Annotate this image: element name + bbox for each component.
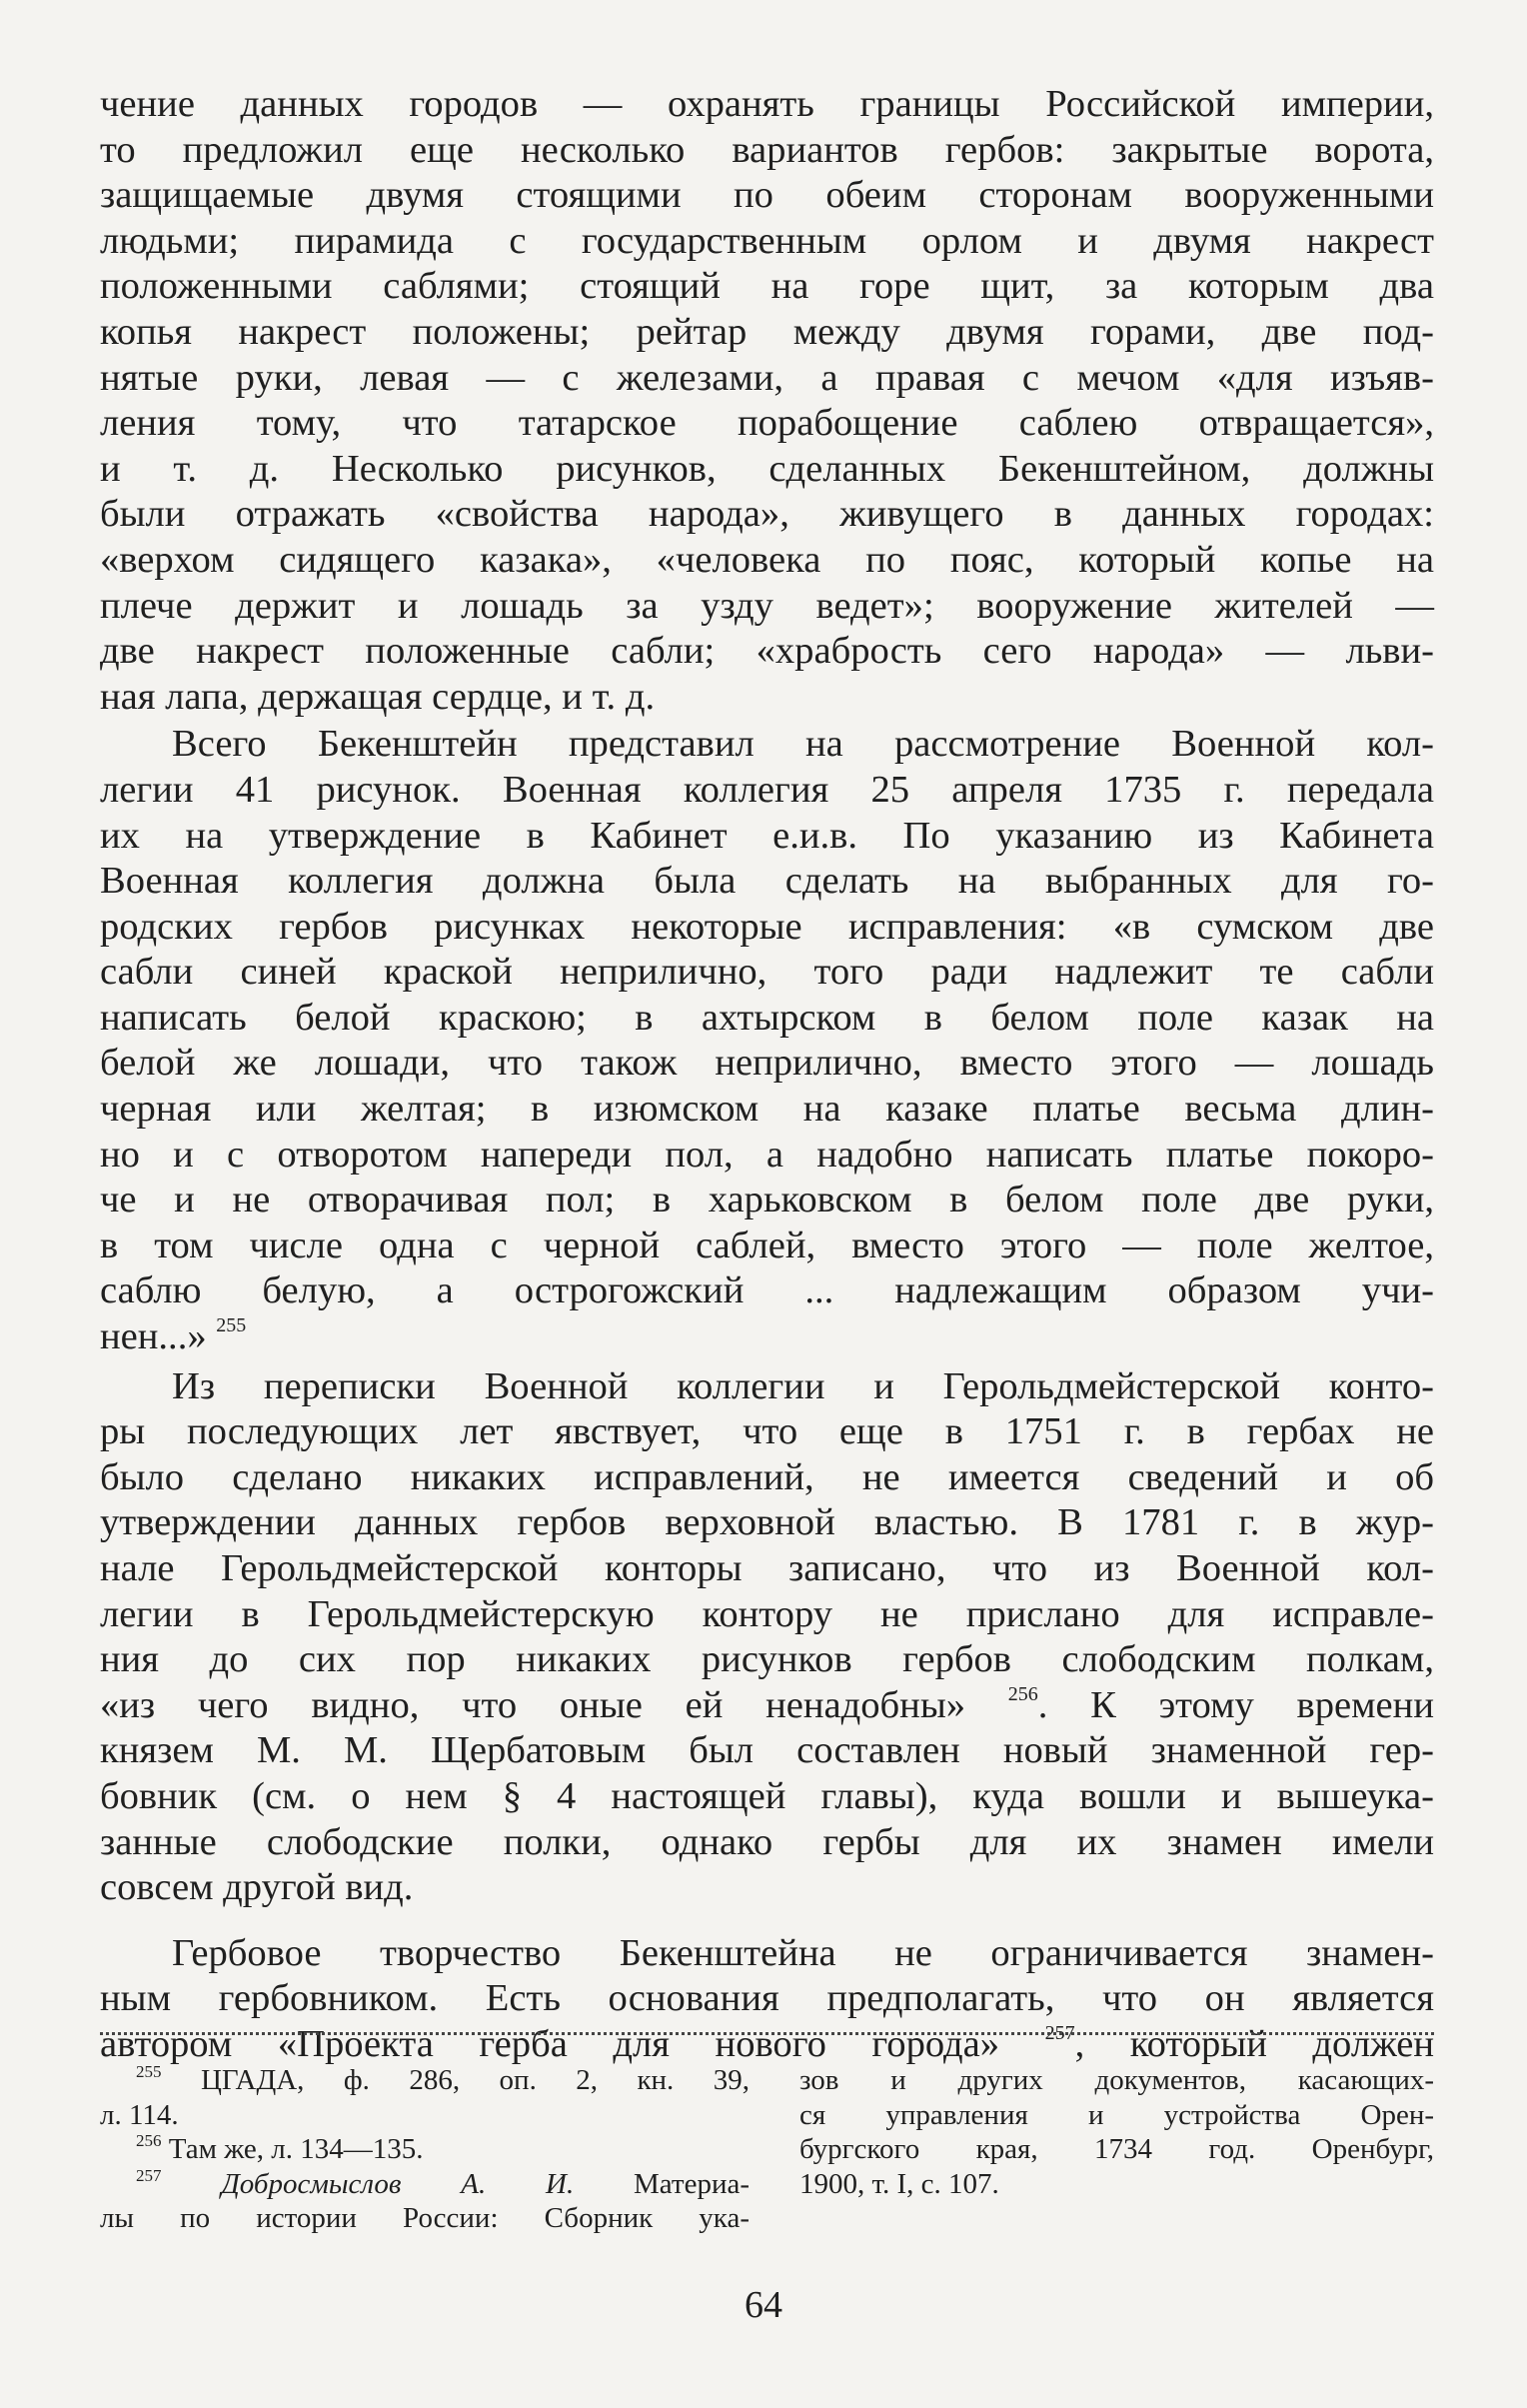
footnote-255 — [100, 2063, 750, 2098]
main-text — [100, 82, 1434, 2068]
text-line: черная или желтая; в изюмском на казаке платье весьма длин- — [100, 1088, 1434, 1131]
text-line-content: Из переписки Военной коллегии и Герольдмейстерской конто- — [172, 1364, 1434, 1407]
footnote-ref[interactable]: 256 — [1007, 1682, 1038, 1705]
text-line-content: , который должен — [1074, 2022, 1434, 2065]
footnotes-right-column — [799, 2063, 1434, 2201]
text-line: копья накрест положены; рейтар между двумя горами, две под- — [100, 310, 1434, 353]
text-line — [100, 1931, 1434, 1977]
text-line: в том числе одна с черной саблей, вместо этого — поле желтое, — [100, 1223, 1434, 1266]
footnote-text: Там же, л. 134—135. — [168, 2133, 424, 2165]
footnote-257 — [100, 2167, 750, 2202]
text-line: занные слободские полки, однако гербы для их знамен имели — [100, 1820, 1434, 1863]
footnote-ref[interactable]: 255 — [216, 1314, 247, 1337]
text-line: легии 41 рисунок. Военная коллегия 25 апреля 1735 г. передала — [100, 768, 1434, 811]
footnote-256 — [100, 2132, 750, 2167]
footnote-divider — [100, 2032, 1434, 2035]
footnotes-left-column — [100, 2063, 750, 2236]
text-line: положенными саблями; стоящий на горе щит, за которым два — [100, 265, 1434, 308]
text-line: «верхом сидящего казака», «человека по пояс, который копье на — [100, 538, 1434, 581]
paragraph-4 — [100, 1931, 1434, 2068]
footnote-257-cont: зов и других документов, касающих- — [799, 2064, 1434, 2096]
text-line: саблю белую, а острогожский ... надлежащим образом учи- — [100, 1269, 1434, 1312]
text-line: совсем другой вид. — [100, 1866, 414, 1909]
paragraph-3 — [100, 1364, 1434, 1911]
text-line: две накрест положенные сабли; «храбрость сего народа» — льви- — [100, 630, 1434, 673]
footnote-number: 257 — [136, 2165, 162, 2185]
text-line: родских гербов рисунках некоторые исправления: «в сумском две — [100, 905, 1434, 948]
text-line: было сделано никаких исправлений, не имеется сведений и об — [100, 1455, 1434, 1498]
text-line-content: . К этому времени — [1037, 1683, 1434, 1726]
footnote-ref[interactable]: 257 — [1044, 2021, 1075, 2044]
text-line: людьми; пирамида с государственным орлом и двумя накрест — [100, 219, 1434, 262]
text-line: ная лапа, держащая сердце, и т. д. — [100, 675, 656, 718]
text-line-content: Всего Бекенштейн представил на рассмотрение Военной кол- — [172, 723, 1434, 766]
text-line-content: автором «Проекта герба для нового города» — [100, 2022, 1000, 2065]
text-line: князем М. М. Щербатовым был составлен новый знаменной гер- — [100, 1729, 1434, 1772]
text-line: ления тому, что татарское порабощение саблею отвращается», — [100, 402, 1434, 445]
text-line: их на утверждение в Кабинет е.и.в. По указанию из Кабинета — [100, 814, 1434, 857]
text-line: белой же лошади, что також неприлично, вместо этого — лошадь — [100, 1042, 1434, 1085]
footnote-author: Добросмыслов А. И. — [221, 2167, 575, 2200]
text-line: то предложил еще несколько вариантов гербов: закрытые ворота, — [100, 128, 1434, 171]
text-line: написать белой краскою; в ахтырском в белом поле казак на — [100, 996, 1434, 1039]
text-line: ния до сих пор никаких рисунков гербов слободским полкам, — [100, 1638, 1434, 1681]
text-line-content: нен...» — [100, 1315, 207, 1358]
footnote-257-cont: бургского края, 1734 год. Оренбург, — [799, 2133, 1434, 2165]
text-line: и т. д. Несколько рисунков, сделанных Бекенштейном, должны — [100, 447, 1434, 490]
paragraph-2 — [100, 722, 1434, 1359]
text-line: нале Герольдмейстерской конторы записано, что из Военной кол- — [100, 1547, 1434, 1589]
text-line: были отражать «свойства народа», живущего в данных городах: — [100, 493, 1434, 536]
text-line: че и не отворачивая пол; в харьковском в белом поле две руки, — [100, 1179, 1434, 1221]
text-line-content: «из чего видно, что оные ей ненадобны» — [100, 1683, 966, 1726]
text-line: защищаемые двумя стоящими по обеим сторонам вооруженными — [100, 174, 1434, 217]
footnote-text: Материа- — [574, 2167, 751, 2200]
text-line: но и с отворотом напереди пол, а надобно написать платье покоро- — [100, 1133, 1434, 1176]
footnote-number: 256 — [136, 2131, 162, 2150]
footnote-number: 255 — [136, 2062, 162, 2081]
text-line: Военная коллегия должна была сделать на выбранных для го- — [100, 860, 1434, 903]
text-line: ры последующих лет явствует, что еще в 1751 г. в гербах не — [100, 1410, 1434, 1453]
text-line: ным гербовником. Есть основания предполагать, что он является — [100, 1977, 1434, 2020]
footnote-257-cont: ся управления и устройства Орен- — [799, 2098, 1434, 2131]
paragraph-1 — [100, 82, 1434, 720]
footnote-257-cont: 1900, т. I, с. 107. — [799, 2167, 999, 2200]
text-line: утверждении данных гербов верховной властью. В 1781 г. в жур- — [100, 1501, 1434, 1544]
footnote-text: ЦГАДА, ф. 286, оп. 2, кн. 39, — [200, 2064, 751, 2096]
text-line — [100, 722, 1434, 768]
text-line — [100, 2022, 1434, 2068]
text-line: нятые руки, левая — с железами, а правая с мечом «для изъяв- — [100, 356, 1434, 399]
text-line — [100, 1683, 1434, 1729]
text-line-content: Гербовое творчество Бекенштейна не ограничивается знамен- — [172, 1931, 1434, 1974]
page-number: 64 — [745, 2284, 782, 2326]
footnote-257-cont: лы по истории России: Сборник ука- — [100, 2202, 750, 2234]
text-line: сабли синей краской неприлично, того ради надлежит те сабли — [100, 951, 1434, 994]
text-line — [100, 1364, 1434, 1410]
text-line: чение данных городов — охранять границы Российской империи, — [100, 83, 1434, 125]
text-line: бовник (см. о нем § 4 настоящей главы), куда вошли и вышеука- — [100, 1774, 1434, 1817]
text-line: легии в Герольдмейстерскую контору не прислано для исправле- — [100, 1592, 1434, 1635]
text-line: плече держит и лошадь за узду ведет»; вооружение жителей — — [100, 584, 1434, 627]
footnote-255-cont: л. 114. — [100, 2098, 179, 2131]
text-line — [100, 1314, 1434, 1360]
